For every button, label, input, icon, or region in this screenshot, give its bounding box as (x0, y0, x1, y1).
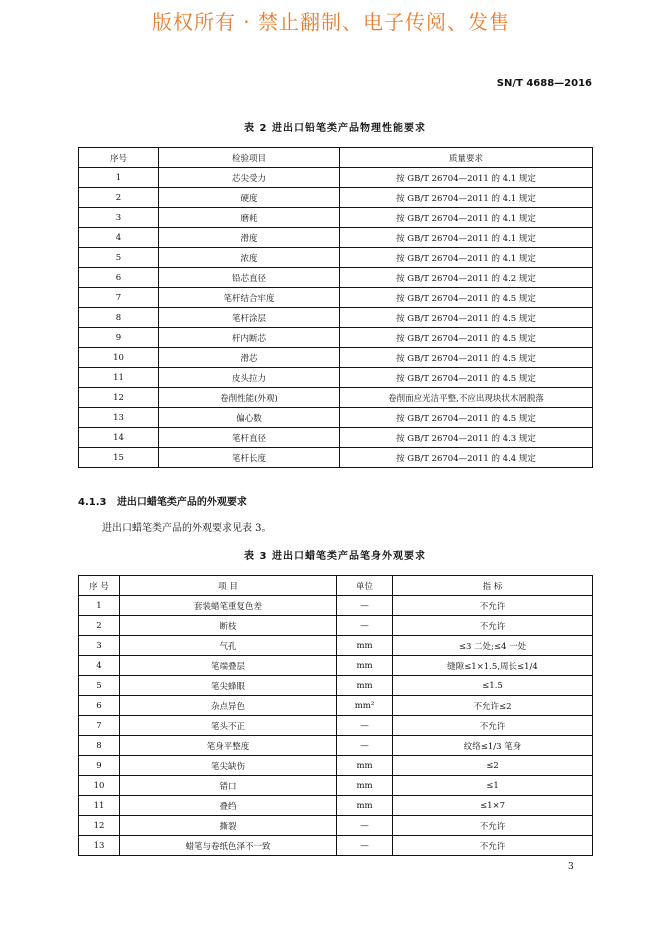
table-cell: 笔尖蜂眼 (120, 676, 337, 696)
table-cell: ≤1.5 (393, 676, 593, 696)
table-cell: 卷削面应光洁平整,不应出现块状木屑脱落 (340, 388, 593, 408)
table-cell: 2 (79, 188, 159, 208)
table-row (79, 408, 593, 428)
table-cell: 滑芯 (159, 348, 340, 368)
table-cell: 11 (79, 368, 159, 388)
table-cell: 按 GB/T 26704—2011 的 4.5 规定 (340, 348, 593, 368)
table-cell: — (337, 596, 393, 616)
table-cell: 10 (79, 348, 159, 368)
table-row (79, 248, 593, 268)
table-cell: 14 (79, 428, 159, 448)
table3-header-cell: 序 号 (79, 576, 120, 596)
table-cell: 7 (79, 716, 120, 736)
table-cell: 皮头拉力 (159, 368, 340, 388)
table-cell: 3 (79, 636, 120, 656)
table-cell: 12 (79, 388, 159, 408)
table-cell: 套装蜡笔重复色差 (120, 596, 337, 616)
table-row (79, 288, 593, 308)
table-cell: 按 GB/T 26704—2011 的 4.3 规定 (340, 428, 593, 448)
section-paragraph: 进出口蜡笔类产品的外观要求见表 3。 (102, 523, 272, 534)
table-cell: 按 GB/T 26704—2011 的 4.5 规定 (340, 288, 593, 308)
table-row (79, 816, 593, 836)
table-row (79, 596, 593, 616)
table-cell: 杆内断芯 (159, 328, 340, 348)
table-cell: 铅芯直径 (159, 268, 340, 288)
table-row (79, 736, 593, 756)
table-cell: 按 GB/T 26704—2011 的 4.1 规定 (340, 248, 593, 268)
table-row (79, 676, 593, 696)
table-cell: ≤1×7 (393, 796, 593, 816)
table-cell: 10 (79, 776, 120, 796)
table-cell: 7 (79, 288, 159, 308)
table-cell: 芯尖受力 (159, 168, 340, 188)
table-row (79, 656, 593, 676)
table-cell: — (337, 616, 393, 636)
table-cell: 按 GB/T 26704—2011 的 4.5 规定 (340, 328, 593, 348)
table-cell: 6 (79, 696, 120, 716)
table-row (79, 328, 593, 348)
section-number: 4.1.3 (78, 497, 107, 508)
table-cell: mm (337, 756, 393, 776)
table-cell: — (337, 736, 393, 756)
table2-header-cell: 质量要求 (340, 148, 593, 168)
table-cell: 错口 (120, 776, 337, 796)
table-cell: 1 (79, 168, 159, 188)
table-cell: 按 GB/T 26704—2011 的 4.2 规定 (340, 268, 593, 288)
table-row (79, 428, 593, 448)
table-cell: 蜡笔与卷纸色泽不一致 (120, 836, 337, 856)
table-cell: 8 (79, 308, 159, 328)
table-row (79, 388, 593, 408)
table-cell: mm² (337, 696, 393, 716)
table-cell: 按 GB/T 26704—2011 的 4.5 规定 (340, 308, 593, 328)
table-cell: 9 (79, 756, 120, 776)
table-row (79, 208, 593, 228)
table-row (79, 776, 593, 796)
table2-header-cell: 检验项目 (159, 148, 340, 168)
table-row (79, 268, 593, 288)
table-cell: 笔杆涂层 (159, 308, 340, 328)
table-cell: 13 (79, 836, 120, 856)
table-cell: 9 (79, 328, 159, 348)
table-cell: 笔杆直径 (159, 428, 340, 448)
table-row (79, 616, 593, 636)
table-cell: mm (337, 656, 393, 676)
standard-number: SN/T 4688—2016 (496, 78, 592, 89)
table3-header-row (79, 576, 593, 596)
section-title: 进出口蜡笔类产品的外观要求 (116, 497, 247, 508)
table-cell: 12 (79, 816, 120, 836)
table-cell: 按 GB/T 26704—2011 的 4.1 规定 (340, 228, 593, 248)
table-cell: 按 GB/T 26704—2011 的 4.4 规定 (340, 448, 593, 468)
table-row (79, 696, 593, 716)
table3 (78, 575, 593, 856)
table-cell: 笔头不正 (120, 716, 337, 736)
table-cell: 笔尖缺伤 (120, 756, 337, 776)
section-heading (78, 493, 247, 508)
table-cell: ≤3 二处;≤4 一处 (393, 636, 593, 656)
table-cell: 卷削性能(外观) (159, 388, 340, 408)
table-cell: ≤1 (393, 776, 593, 796)
table-row (79, 228, 593, 248)
table2-header-row (79, 148, 593, 168)
table-cell: 13 (79, 408, 159, 428)
table-cell: 偏心数 (159, 408, 340, 428)
table-row (79, 756, 593, 776)
table2-caption: 表 2 进出口铅笔类产品物理性能要求 (244, 123, 426, 134)
table-cell: 5 (79, 248, 159, 268)
table-cell: 不允许 (393, 836, 593, 856)
table-cell: 8 (79, 736, 120, 756)
table-cell: 笔端叠层 (120, 656, 337, 676)
table-cell: 不允许 (393, 716, 593, 736)
table-cell: 浓度 (159, 248, 340, 268)
table-cell: ≤2 (393, 756, 593, 776)
table3-header-cell: 指 标 (393, 576, 593, 596)
table-row (79, 796, 593, 816)
table2 (78, 147, 593, 468)
table-cell: 按 GB/T 26704—2011 的 4.1 规定 (340, 168, 593, 188)
table-row (79, 448, 593, 468)
table-cell: mm (337, 796, 393, 816)
table-cell: 不允许 (393, 616, 593, 636)
table-row (79, 188, 593, 208)
table-cell: — (337, 836, 393, 856)
page-number: 3 (568, 862, 574, 872)
table-cell: mm (337, 636, 393, 656)
table-cell: 3 (79, 208, 159, 228)
table-row (79, 636, 593, 656)
table-cell: 5 (79, 676, 120, 696)
table-cell: 2 (79, 616, 120, 636)
table-cell: 气孔 (120, 636, 337, 656)
table-row (79, 368, 593, 388)
table-cell: 缝隙≤1×1.5,周长≤1/4 (393, 656, 593, 676)
table-cell: 不允许≤2 (393, 696, 593, 716)
table-cell: mm (337, 776, 393, 796)
table-cell: 按 GB/T 26704—2011 的 4.1 规定 (340, 188, 593, 208)
table3-header-cell: 单位 (337, 576, 393, 596)
table-cell: 断枝 (120, 616, 337, 636)
table2-header-cell: 序号 (79, 148, 159, 168)
table-cell: 笔身平整度 (120, 736, 337, 756)
table-row (79, 308, 593, 328)
table-cell: 撕裂 (120, 816, 337, 836)
table-cell: 笔杆长度 (159, 448, 340, 468)
table-cell: 硬度 (159, 188, 340, 208)
table-cell: 4 (79, 656, 120, 676)
table-cell: 按 GB/T 26704—2011 的 4.5 规定 (340, 408, 593, 428)
table-row (79, 348, 593, 368)
table-cell: 15 (79, 448, 159, 468)
table-row (79, 836, 593, 856)
table3-header-cell: 项 目 (120, 576, 337, 596)
table-row (79, 716, 593, 736)
table3-caption: 表 3 进出口蜡笔类产品笔身外观要求 (244, 551, 426, 562)
table-cell: 按 GB/T 26704—2011 的 4.5 规定 (340, 368, 593, 388)
table-cell: — (337, 716, 393, 736)
table-cell: mm (337, 676, 393, 696)
table-cell: 不允许 (393, 596, 593, 616)
table-cell: — (337, 816, 393, 836)
table-cell: 滑度 (159, 228, 340, 248)
table-cell: 按 GB/T 26704—2011 的 4.1 规定 (340, 208, 593, 228)
table-cell: 4 (79, 228, 159, 248)
table-row (79, 168, 593, 188)
table3-body (79, 596, 593, 856)
table2-body (79, 168, 593, 468)
table-cell: 1 (79, 596, 120, 616)
table-cell: 杂点异色 (120, 696, 337, 716)
table-cell: 叠绉 (120, 796, 337, 816)
table-cell: 不允许 (393, 816, 593, 836)
copyright-watermark: 版权所有 · 禁止翻制、电子传阅、发售 (151, 10, 511, 34)
table-cell: 纹络≤1/3 笔身 (393, 736, 593, 756)
table-cell: 6 (79, 268, 159, 288)
table-cell: 11 (79, 796, 120, 816)
table-cell: 笔杆结合牢度 (159, 288, 340, 308)
table-cell: 磨耗 (159, 208, 340, 228)
